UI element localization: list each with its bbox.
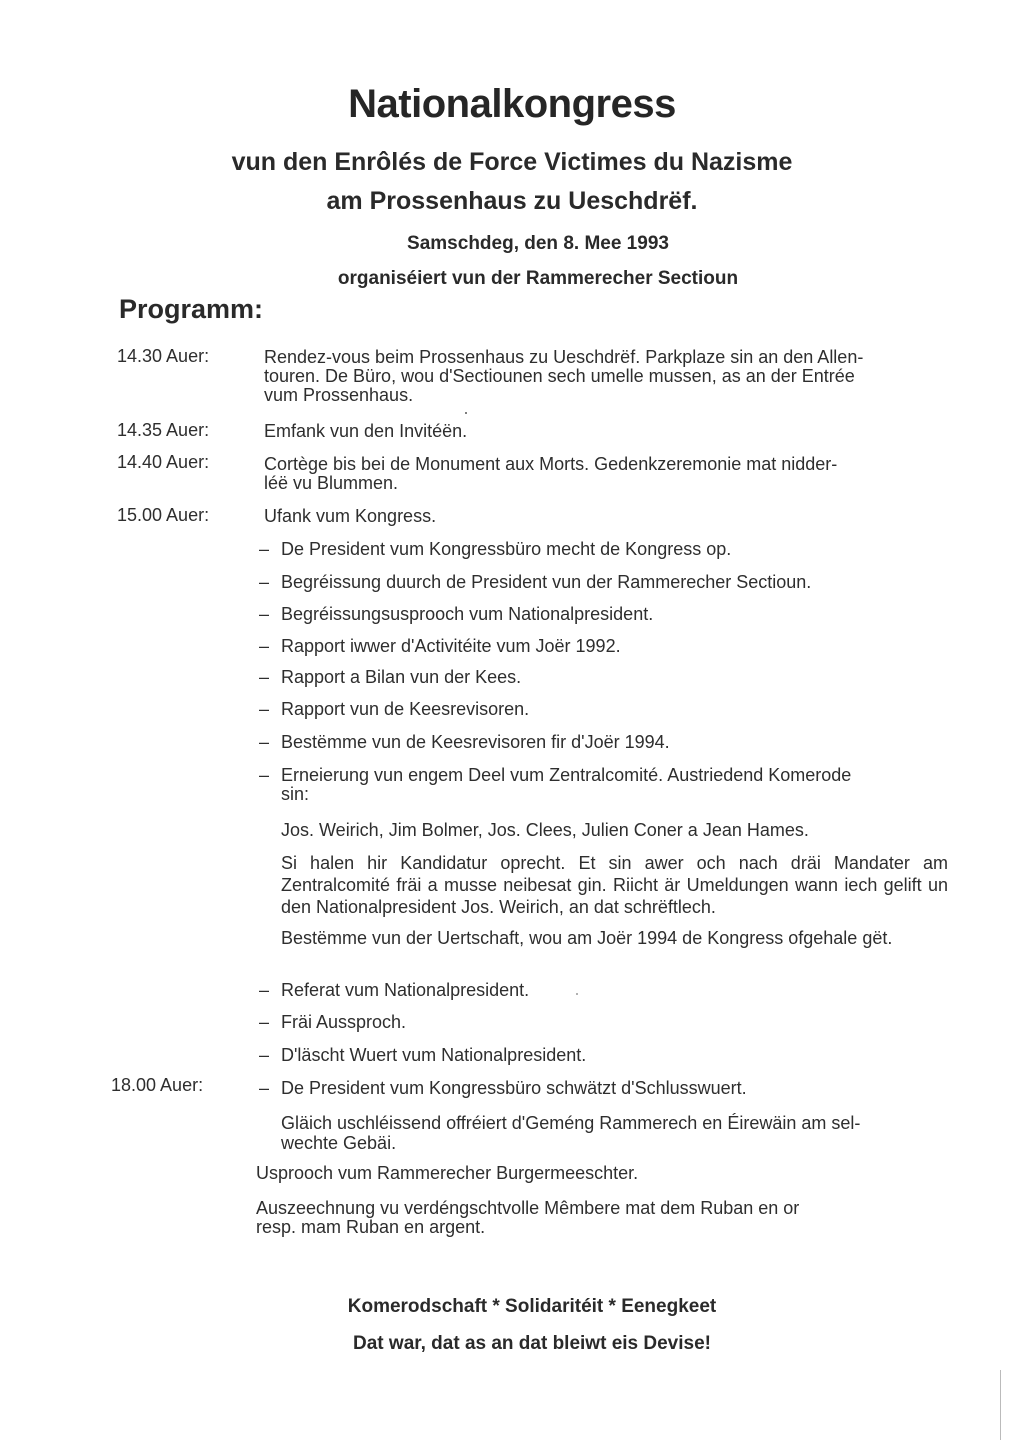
- agenda-item: – D'läscht Wuert vum Nationalpresident.: [259, 1045, 587, 1065]
- scan-edge-line: [1000, 1370, 1001, 1440]
- page-title: Nationalkongress: [348, 82, 676, 126]
- subtitle-line-1: vun den Enrôlés de Force Victimes du Nazisme: [231, 148, 793, 176]
- text-line: léë vu Blummen.: [264, 473, 399, 493]
- agenda-item: – Rapport a Bilan vun der Kees.: [259, 667, 522, 687]
- agenda-item: – Rapport vun de Keesrevisoren.: [259, 699, 530, 719]
- motto: Komerodschaft * Solidaritéit * Eenegkeet: [347, 1296, 717, 1317]
- text-line: resp. mam Ruban en argent.: [256, 1217, 486, 1237]
- program-entry-text: Emfank vun den Invitéën.: [264, 421, 468, 441]
- agenda-item-text: De President vum Kongressbüro mecht de Kongress op.: [281, 539, 732, 559]
- program-entry-text: [264, 348, 954, 405]
- awards-note: [256, 1199, 896, 1237]
- agenda-item-text: Rapport vun de Keesrevisoren.: [281, 699, 530, 719]
- time-label: 14.40 Auer:: [117, 452, 210, 472]
- mayor-speech: Usprooch vum Rammerecher Burgermeeschter.: [256, 1163, 639, 1183]
- text-line: Rendez-vous beim Prossenhaus zu Ueschdrëf. Parkplaze sin an den Allen-: [264, 347, 864, 367]
- retiring-members: Jos. Weirich, Jim Bolmer, Jos. Clees, Julien Coner a Jean Hames.: [281, 820, 809, 840]
- time-label: 18.00 Auer:: [111, 1075, 204, 1095]
- reception-note: [281, 1113, 951, 1153]
- agenda-item: – De President vum Kongressbüro mecht de Kongress op.: [259, 539, 732, 559]
- agenda-item-text: Erneierung vun engem Deel vum Zentralcomité. Austriedend Komerode: [281, 765, 852, 785]
- agenda-item-text: Fräi Aussproch.: [281, 1012, 407, 1032]
- agenda-item-text: Bestëmme vun de Keesrevisoren fir d'Joër 1994.: [281, 732, 670, 752]
- agenda-item: – De President vum Kongressbüro schwätzt d'Schlusswuert.: [259, 1078, 747, 1098]
- location-note: Bestëmme vun der Uertschaft, wou am Joër 1994 de Kongress ofgehale gët.: [281, 928, 893, 948]
- program-entry-text: [264, 455, 954, 493]
- agenda-item: – Referat vum Nationalpresident.: [259, 980, 530, 1000]
- time-label: 14.30 Auer:: [117, 346, 210, 366]
- time-label: 15.00 Auer:: [117, 505, 210, 525]
- text-line: vum Prossenhaus.: [264, 385, 414, 405]
- organizer-line: organiséiert vun der Rammerecher Sectioun: [337, 268, 739, 289]
- agenda-item-renewal: – Erneierung vun engem Deel vum Zentralcomité. Austriedend Komerode sin:: [259, 766, 959, 804]
- agenda-item-text: Rapport iwwer d'Activitéite vum Joër 1992.: [281, 636, 621, 656]
- agenda-item: – Fräi Aussproch.: [259, 1012, 407, 1032]
- agenda-item-text: Begréissungsusprooch vum Nationalpresident.: [281, 604, 654, 624]
- agenda-item-text: Referat vum Nationalpresident.: [281, 980, 530, 1000]
- agenda-item-text: sin:: [281, 784, 310, 804]
- text-line: Auszeechnung vu verdéngschtvolle Mêmbere mat dem Ruban en or: [256, 1198, 800, 1218]
- scan-speck: [465, 412, 467, 414]
- agenda-item-text: De President vum Kongressbüro schwätzt d'Schlusswuert.: [281, 1078, 747, 1098]
- agenda-item-text: Begréissung duurch de President vun der Rammerecher Sectioun.: [281, 572, 812, 592]
- agenda-item: – Rapport iwwer d'Activitéite vum Joër 1992.: [259, 636, 621, 656]
- event-date: Samschdeg, den 8. Mee 1993: [407, 233, 669, 254]
- agenda-item-text: Rapport a Bilan vun der Kees.: [281, 667, 522, 687]
- text-line: Cortège bis bei de Monument aux Morts. Gedenkzeremonie mat nidder-: [264, 454, 838, 474]
- time-label: 14.35 Auer:: [117, 420, 210, 440]
- program-entry-text: Ufank vum Kongress.: [264, 506, 437, 526]
- text-line: Gläich uschléissend offréiert d'Geméng Rammerech en Éirewäin am sel-: [281, 1113, 861, 1133]
- agenda-item-text: D'läscht Wuert vum Nationalpresident.: [281, 1045, 587, 1065]
- text-line: wechte Gebäi.: [281, 1133, 397, 1153]
- agenda-item: – Bestëmme vun de Keesrevisoren fir d'Joër 1994.: [259, 732, 670, 752]
- scan-speck: [576, 993, 578, 995]
- text-line: touren. De Büro, wou d'Sectiounen sech umelle mussen, as an der Entrée: [264, 366, 855, 386]
- slogan: Dat war, dat as an dat bleiwt eis Devise!: [353, 1333, 711, 1354]
- agenda-item: – Begréissung duurch de President vun der Rammerecher Sectioun.: [259, 572, 812, 592]
- candidacy-note: Si halen hir Kandidatur oprecht. Et sin awer och nach dräi Mandater am Zentralcomité fräi a musse neibesat gin. Riicht är Umeldungen wann iech gelift un den Nationalpresident Jos. Weirich, an dat schrëftlech.: [281, 853, 948, 917]
- subtitle-line-2: am Prossenhaus zu Ueschdrëf.: [326, 187, 698, 215]
- agenda-item: – Begréissungsusprooch vum Nationalpresident.: [259, 604, 654, 624]
- program-heading: Programm:: [119, 294, 264, 324]
